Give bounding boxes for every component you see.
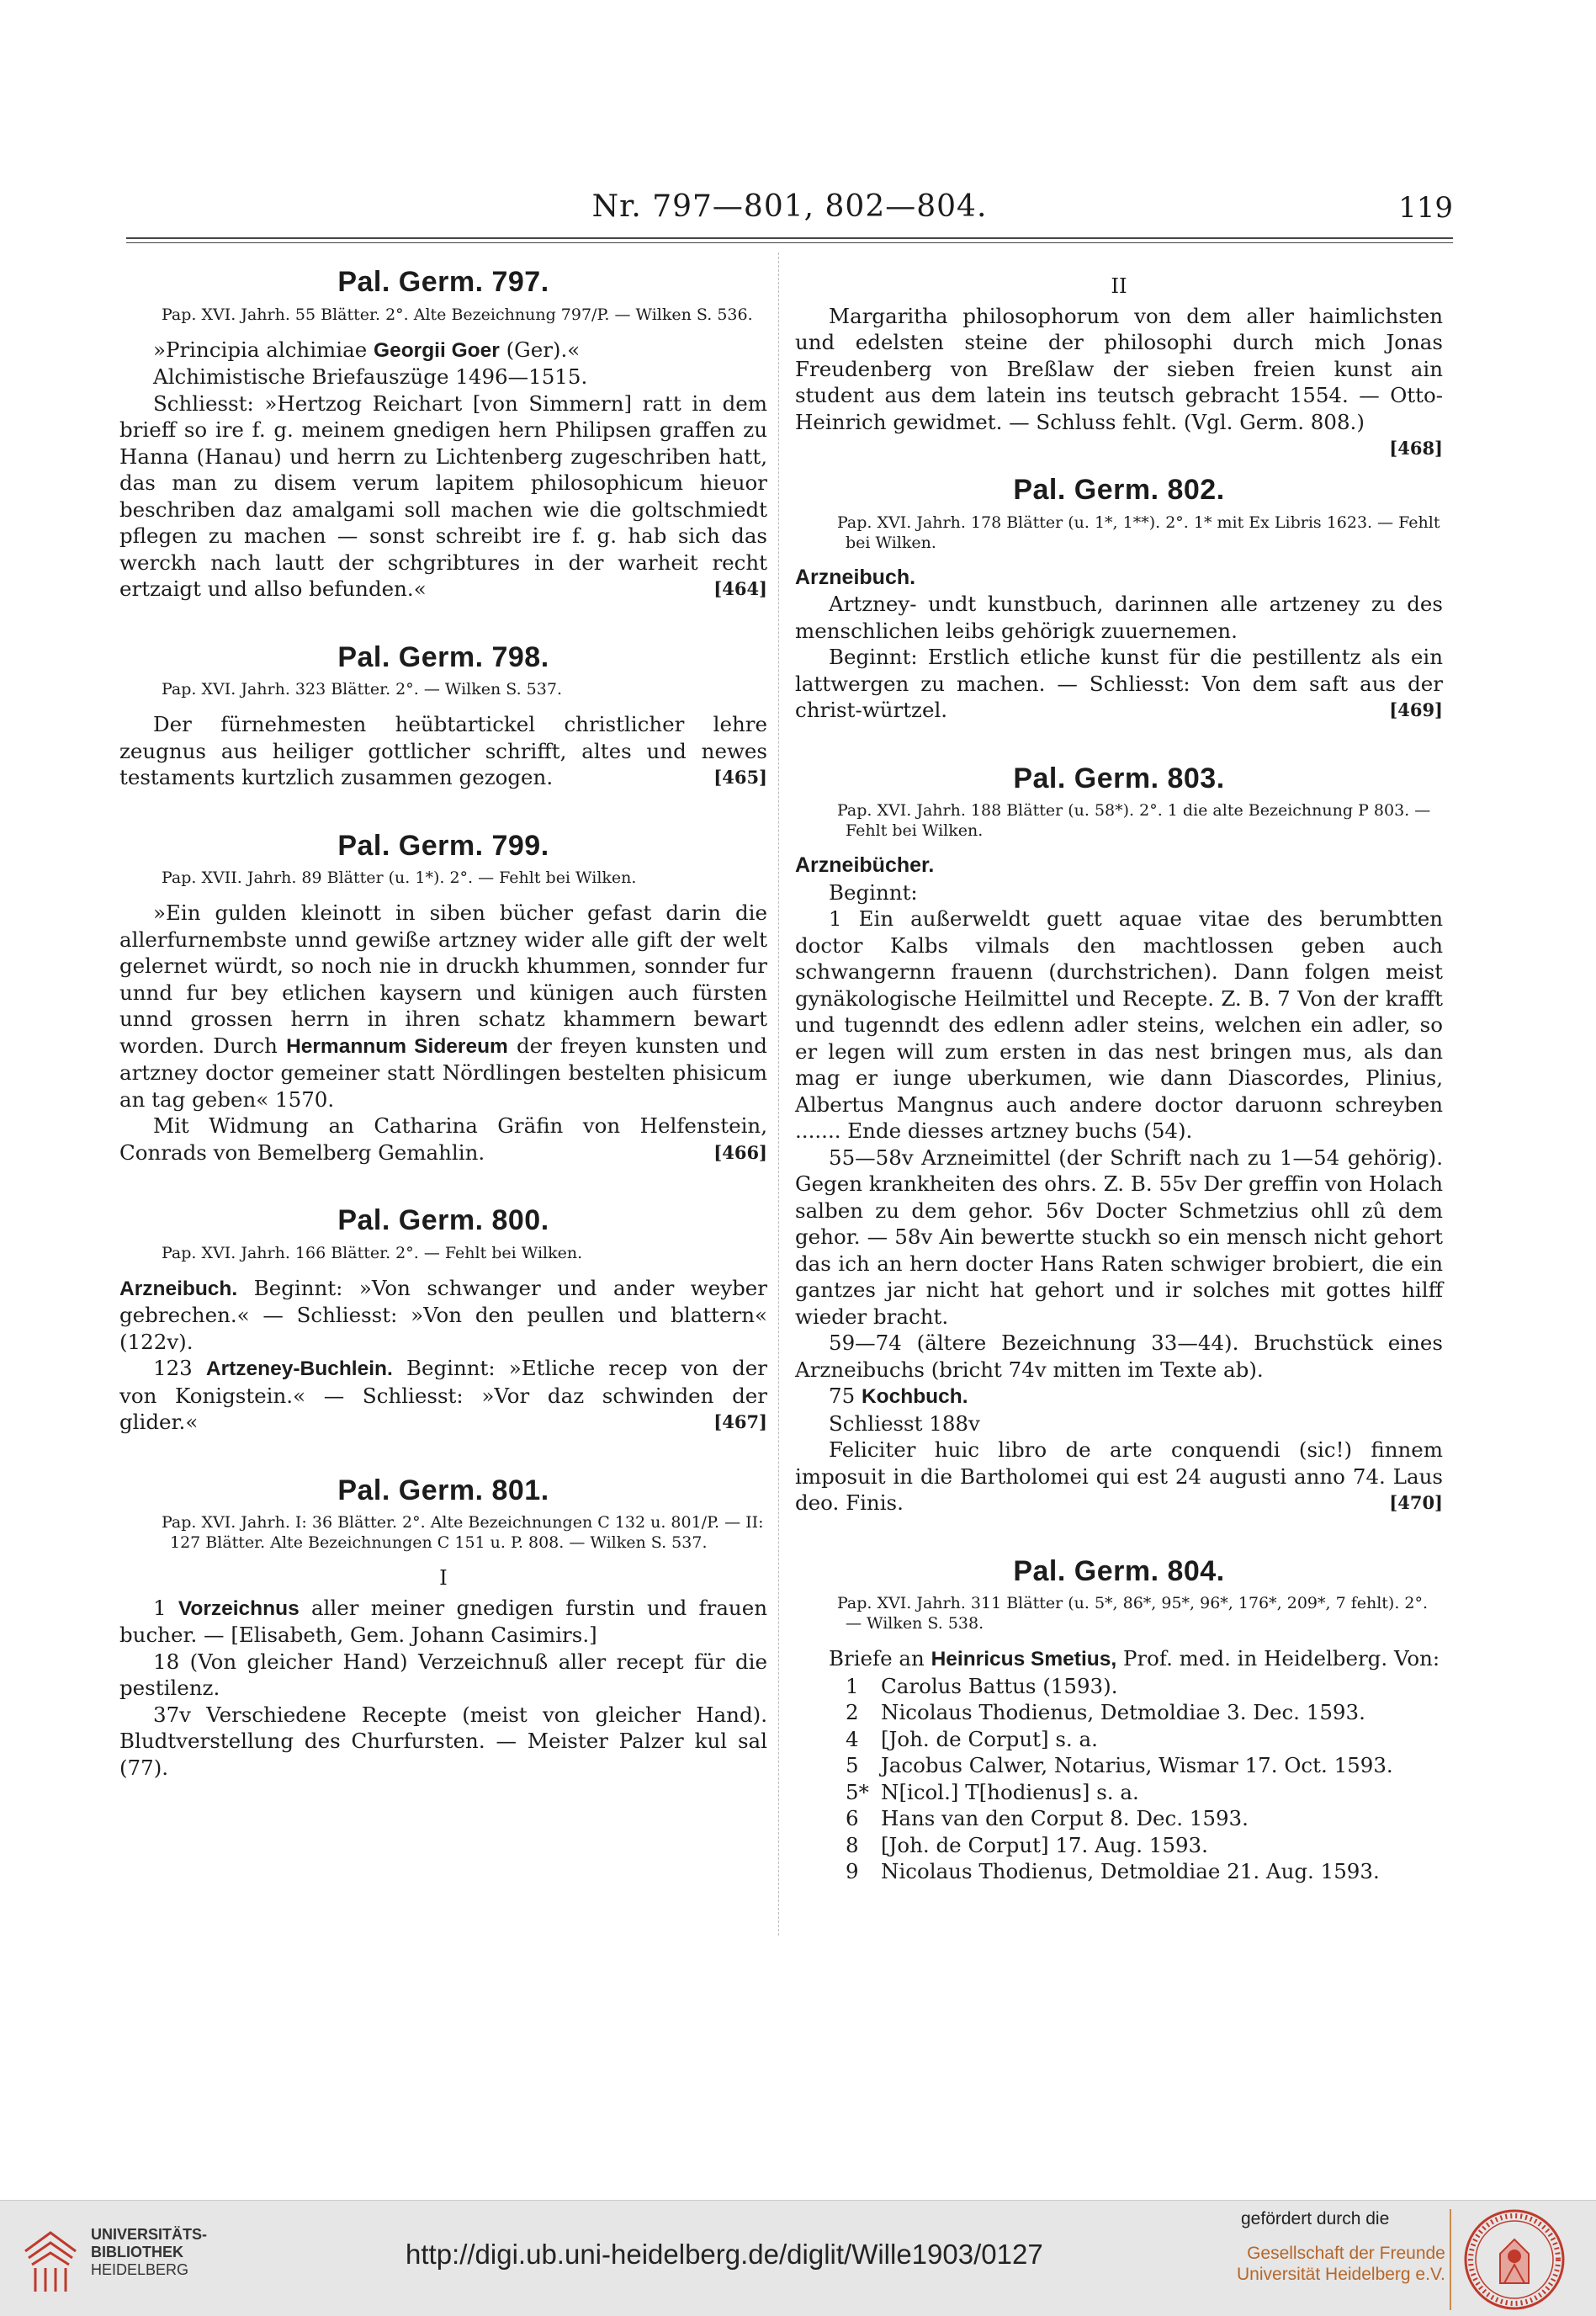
entry-heading: Pal. Germ. 797. (337, 266, 549, 298)
entry-body-3: 59—74 (ältere Bezeichnung 33—44). Bruchstück eines Arzneibuchs (bricht 74v mitten im Texte ab). (795, 1331, 1443, 1382)
entry-body-4: 75 Kochbuch. (829, 1384, 968, 1408)
entry-heading: Pal. Germ. 802. (1013, 474, 1225, 506)
page-header (126, 189, 1453, 223)
library-name[interactable]: UNIVERSITÄTS- BIBLIOTHEK HEIDELBERG (91, 2226, 208, 2278)
entry-ref: [467] (713, 1411, 767, 1432)
entry-ref: [465] (713, 767, 767, 788)
entry-ref: [469] (1389, 699, 1443, 720)
right-column (795, 269, 1443, 1927)
entry-meta: Pap. XVI. Jahrh. 311 Blätter (u. 5*, 86*, 95*, 96*, 176*, 209*, 7 fehlt). 2°. — Wilken S. 538. (837, 1594, 1429, 1633)
running-title: Nr. 797—801, 802—804. (591, 189, 988, 224)
column-divider (778, 252, 779, 1936)
entry-heading: Pal. Germ. 803. (1013, 762, 1225, 794)
entry-heading: Pal. Germ. 801. (337, 1474, 549, 1506)
entry-title: »Principia alchimiae Georgii Goer (Ger).« (153, 337, 581, 362)
header-rule-thin (126, 242, 1453, 243)
list-item: 9 Nicolaus Thodienus, Detmoldiae 21. Aug. 1593. (846, 1859, 1380, 1883)
entry-799 (119, 829, 767, 1166)
entry-body-2: Mit Widmung an Catharina Gräfin von Helfenstein, Conrads von Bemelberg Gemahlin. [466] (119, 1113, 767, 1165)
entry-heading: Pal. Germ. 798. (337, 640, 549, 673)
entry-798 (119, 640, 767, 791)
entry-body-3: 37v Verschiedene Recepte (meist von gleicher Hand). Bludtverstellung des Churfursten. — Meister Palzer kul sal (77). (119, 1702, 767, 1780)
entry-803 (795, 762, 1443, 1517)
part-number: I (439, 1565, 448, 1590)
entry-heading: Pal. Germ. 799. (337, 829, 549, 862)
part-number: II (1111, 274, 1127, 298)
entry-body-2: Beginnt: Erstlich etliche kunst für die pestillentz als ein lattwergen zu machen. — Schliesst: Von dem saft aus der christ-würtzel. [469] (795, 645, 1443, 722)
entry-subtitle: Alchimistische Briefauszüge 1496—1515. (153, 364, 588, 389)
entry-body: Briefe an Heinricus Smetius, Prof. med. in Heidelberg. Von: (829, 1646, 1440, 1671)
sponsor-divider (1450, 2209, 1451, 2310)
sponsor-label: gefördert durch die (1241, 2209, 1390, 2228)
entry-meta: Pap. XVI. Jahrh. 178 Blätter (u. 1*, 1**). 2°. 1* mit Ex Libris 1623. — Fehlt bei Wilken. (837, 513, 1440, 552)
entry-body: Schliesst: »Hertzog Reichart [von Simmern] ratt in dem brieff so ire f. g. meinem gnedigen hern Philipsen graffen zu Hanna (Hanau) und herrn zu Lichtenberg zugeschriben hatt, das man zu disem verum lapitem philosophicum hieuor beschriben daz amalgami soll machen wie die goltschmiedt pflegen zu machen — sonst schreibt ire f. g. hab sich das werckh nach lautt der schgribtures in der warheit recht ertzaigt und allso befunden.« [464] (119, 390, 767, 601)
sponsor-name-link[interactable]: Gesellschaft der Freunde Universität Heidelberg e.V. (1237, 2244, 1445, 2284)
entry-begin: Beginnt: (829, 879, 918, 905)
entry-meta: Pap. XVII. Jahrh. 89 Blätter (u. 1*). 2°. — Fehlt bei Wilken. (162, 868, 637, 887)
entry-ref: [464] (713, 578, 767, 599)
left-column (119, 266, 768, 1823)
entry-genre: Arzneibücher. (795, 853, 935, 877)
entry-body-2: 55—58v Arzneimittel (der Schrift nach zu 1—54 gehörig). Gegen krankheiten des ohrs. Z. B. 55v Der greffin von Holach salben zu dem gehor. 56v Docter Schmetzius ohll zû dem gehor. — 58v Ain bewertte stuckh so ein mensch nicht gehort das ich an hern docter Hans Raten schwiger brobiert, die ein gantzes jar nicht hat gehort und ir solches mit gottes hilff wieder bracht. (795, 1145, 1443, 1329)
page-number: 119 (1398, 191, 1453, 225)
entry-body-5: Schliesst 188v (829, 1410, 980, 1436)
list-item: 5* N[icol.] T[hodienus] s. a. (846, 1779, 1139, 1804)
entry-meta: Pap. XVI. Jahrh. I: 36 Blätter. 2°. Alte Bezeichnungen C 132 u. 801/P. — II: 127 Blätter. Alte Bezeichnungen C 151 u. P. 808. — Wilken S. 537. (162, 1513, 764, 1552)
entry-ref: [468] (1389, 438, 1443, 459)
entry-801-continued (795, 273, 1443, 459)
entry-genre: Arzneibuch. (795, 565, 916, 589)
entry-797 (119, 266, 767, 603)
entry-body: 1 Ein außerweldt guett aquae vitae des berumbtten doctor Kalbs vilmals den machtlossen geben auch schwangernn frauenn (durchstrichen). Dann folgen meist gynäkologische Heilmittel und Recepte. Z. B. 7 Von der krafft und tugenndt des edlenn adler steins, welchen ein adler, so er legen will zum ersten in das nest bringen mus, als dan mag er iunge uberkumen, wie dann Diascordes, Plinius, Albertus Mangnus auch andere doctor daruonn schreyben ....... Ende diesses artzney buchs (54). (795, 906, 1443, 1143)
entry-body: Der fürnehmesten heübtartickel christlicher lehre zeugnus aus heiliger gottlicher schrifft, altes und newes testaments kurtzlich zusammen gezogen. [465] (119, 712, 767, 789)
entry-meta: Pap. XVI. Jahrh. 323 Blätter. 2°. — Wilken S. 537. (162, 680, 562, 699)
letters-list (795, 1673, 1443, 1885)
entry-heading: Pal. Germ. 800. (337, 1204, 549, 1236)
entry-body: Margaritha philosophorum von dem aller haimlichsten und edelsten steine der philosophi durch mich Jonas Freudenberg von Breßlaw der sieben freien kunst ain student aus dem latein ins teutsch gebracht 1554. — Otto-Heinrich gewidmet. — Schluss fehlt. (Vgl. Germ. 808.) [468] (795, 303, 1443, 436)
entry-body-2: 123 Artzeney-Buchlein. Beginnt: »Etliche recep von der von Konigstein.« — Schliesst: »Vor daz schwinden der glider.« [467] (119, 1356, 768, 1434)
list-item: 2 Nicolaus Thodienus, Detmoldiae 3. Dec. 1593. (846, 1700, 1365, 1724)
entry-802 (795, 474, 1443, 724)
document-url-link[interactable]: http://digi.ub.uni-heidelberg.de/diglit/Wille1903/0127 (406, 2239, 1043, 2270)
entry-body: 1 Vorzeichnus aller meiner gnedigen furstin und frauen bucher. — [Elisabeth, Gem. Johann Casimirs.] (119, 1595, 767, 1647)
list-item: 6 Hans van den Corput 8. Dec. 1593. (846, 1806, 1249, 1830)
entry-body-2: 18 (Von gleicher Hand) Verzeichnuß aller recept für die pestilenz. (119, 1649, 767, 1700)
list-item: 8 [Joh. de Corput] 17. Aug. 1593. (846, 1832, 1208, 1857)
entry-804 (795, 1554, 1443, 1885)
entry-meta: Pap. XVI. Jahrh. 55 Blätter. 2°. Alte Bezeichnung 797/P. — Wilken S. 536. (162, 305, 753, 324)
entry-heading: Pal. Germ. 804. (1013, 1554, 1225, 1587)
footer-bar (0, 2200, 1596, 2316)
list-item: 4 [Joh. de Corput] s. a. (846, 1726, 1098, 1751)
list-item: 5 Jacobus Calwer, Notarius, Wismar 17. Oct. 1593. (846, 1753, 1393, 1777)
entry-body: Artzney- undt kunstbuch, darinnen alle artzeney zu des menschlichen leibs gehörigk zuuernemen. (795, 592, 1443, 643)
entry-800 (119, 1204, 768, 1436)
entry-ref: [466] (713, 1141, 767, 1163)
entry-body: »Ein gulden kleinott in siben bücher gefast darin die allerfurnembste unnd gewiße artzney wider alle gift der welt gelernet würdt, so noch nie in druckh khummen, sonnder fur unnd fur bey etlichen kaysern und künigen auch fürsten unnd grossen herrn in ihren schatz khammern bewart worden. Durch Hermannum Sidereum der freyen kunsten und artzney doctor gemeiner statt Nördlingen bestelten phisicum an tag geben« 1570. (119, 900, 767, 1112)
entry-801 (119, 1474, 767, 1782)
entry-body-6: Feliciter huic libro de arte conquendi (sic!) finnem imposuit in die Bartholomei qui est 24 augusti anno 74. Laus deo. Finis. [470] (795, 1437, 1443, 1515)
list-item: 1 Carolus Battus (1593). (846, 1673, 1118, 1698)
university-seal-icon[interactable] (1462, 2207, 1567, 2312)
entry-meta: Pap. XVI. Jahrh. 188 Blätter (u. 58*). 2°. 1 die alte Bezeichnung P 803. — Fehlt bei Wilken. (837, 801, 1431, 840)
header-rule (126, 237, 1453, 239)
entry-body: Arzneibuch. Beginnt: »Von schwanger und ander weyber gebrechen.« — Schliesst: »Von den peullen und blattern« (122v). (119, 1275, 767, 1354)
entry-meta: Pap. XVI. Jahrh. 166 Blätter. 2°. — Fehlt bei Wilken. (162, 1243, 583, 1262)
entry-ref: [470] (1389, 1492, 1443, 1513)
library-logo-icon[interactable] (17, 2218, 84, 2298)
